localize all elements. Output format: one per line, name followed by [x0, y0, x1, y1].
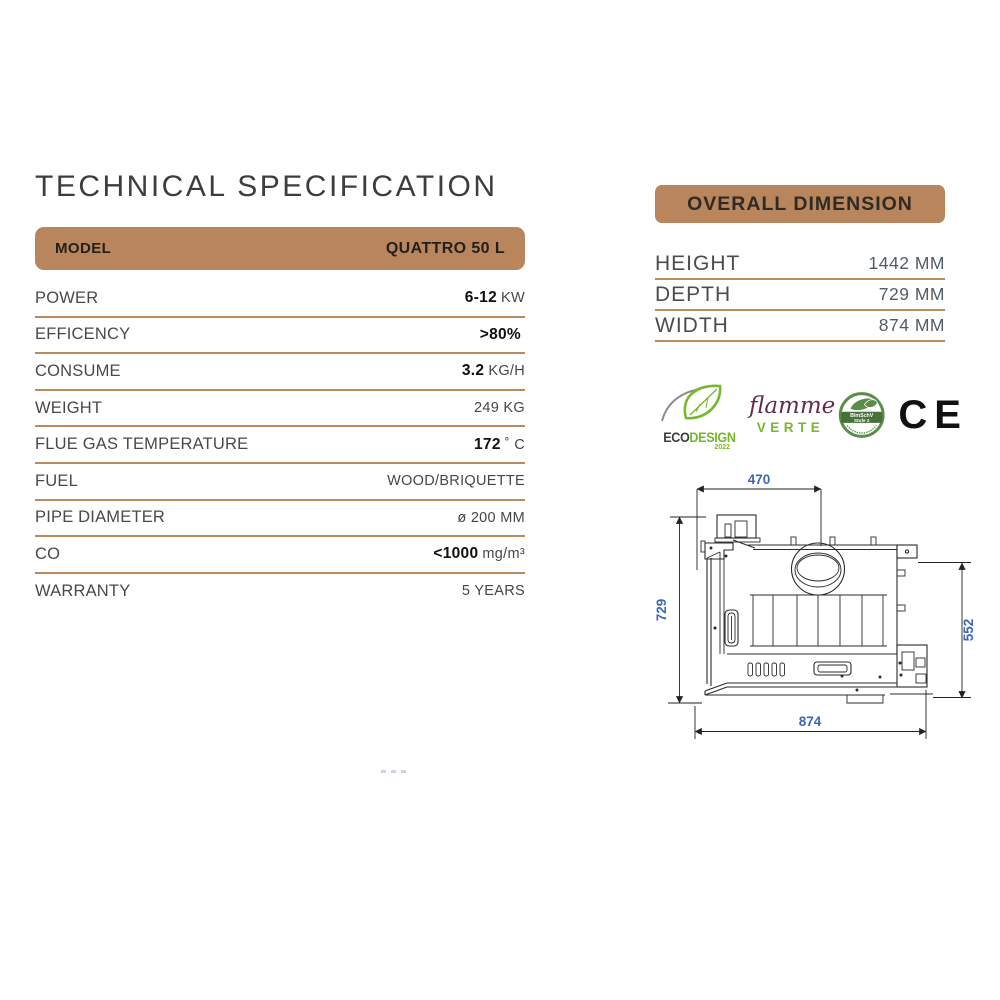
dim-right-label: 552: [961, 618, 976, 642]
row-label: CONSUME: [35, 361, 121, 380]
table-row-co: [35, 537, 525, 574]
overall-dimension-header: [655, 185, 945, 223]
table-row-pipe-diameter: [35, 501, 525, 538]
table-row-depth: [655, 280, 945, 311]
ce-mark: CE: [898, 392, 968, 437]
row-label: HEIGHT: [655, 251, 741, 275]
row-value: 249 KG: [474, 400, 525, 417]
row-value: 874 MM: [878, 315, 945, 335]
row-value: 6-12 KW: [464, 289, 525, 307]
table-row-fuel: [35, 464, 525, 501]
model-header-value: QUATTRO 50 L: [385, 239, 505, 257]
row-value: 172 ˚ C: [474, 435, 525, 453]
row-label: CO: [35, 544, 61, 563]
spec-table: [35, 281, 525, 608]
row-value: 5 YEARS: [461, 583, 525, 600]
dimension-labels: [654, 472, 976, 729]
faint-artifact-dashes: [381, 770, 407, 773]
ecodesign-logo: [656, 380, 740, 451]
table-row-width: [655, 311, 945, 342]
badge-line2: Stufe 2: [854, 417, 870, 423]
row-label: WEIGHT: [35, 398, 103, 417]
table-row-height: [655, 249, 945, 280]
row-label: POWER: [35, 288, 99, 307]
row-label: WIDTH: [655, 313, 729, 337]
spec-table-header: [35, 227, 525, 270]
row-label: DEPTH: [655, 282, 732, 306]
row-value: 3.2 KG/H: [461, 362, 525, 380]
page-title: TECHNICAL SPECIFICATION: [35, 170, 498, 203]
ecodesign-year: 2022: [714, 443, 730, 451]
flamme-verte-logo: [749, 393, 836, 435]
row-value: >80%: [479, 325, 521, 343]
row-value: WOOD/BRIQUETTE: [387, 473, 525, 490]
row-value: <1000 mg/m³: [433, 545, 525, 563]
dimension-lines: [668, 489, 971, 739]
stove-body-outline: [701, 515, 933, 703]
row-value: ø 200 MM: [457, 509, 525, 526]
dim-bottom-label: 874: [798, 714, 822, 729]
row-value: 1442 MM: [868, 253, 945, 273]
row-label: FUEL: [35, 471, 78, 490]
overall-dimension-title: OVERALL DIMENSION: [687, 192, 913, 215]
table-row-flue-gas-temperature: [35, 427, 525, 464]
flamme-verte-text: VERTE: [756, 420, 825, 435]
ecodesign-wordmark: ECODESIGN: [663, 428, 736, 445]
dim-top-label: 470: [747, 472, 771, 487]
table-row-warranty: [35, 574, 525, 609]
dim-left-label: 729: [654, 598, 669, 622]
overall-dimension-table: [655, 249, 945, 342]
flamme-script-text: flamme: [749, 393, 836, 419]
certification-logos: [656, 372, 968, 458]
badge-line1: BImSchV: [850, 412, 874, 419]
bimschv-badge-icon: [838, 379, 885, 451]
technical-drawing: [650, 458, 980, 753]
row-label: FLUE GAS TEMPERATURE: [35, 435, 249, 454]
row-value: 729 MM: [878, 284, 945, 304]
table-row-power: [35, 281, 525, 318]
table-row-consume: [35, 354, 525, 391]
table-row-efficiency: [35, 318, 525, 355]
table-row-weight: [35, 391, 525, 428]
ecodesign-leaf-icon: [656, 380, 740, 424]
row-label: EFFICENCY: [35, 325, 131, 344]
row-label: WARRANTY: [35, 581, 131, 600]
model-header-label: MODEL: [55, 240, 112, 257]
row-label: PIPE DIAMETER: [35, 508, 166, 527]
